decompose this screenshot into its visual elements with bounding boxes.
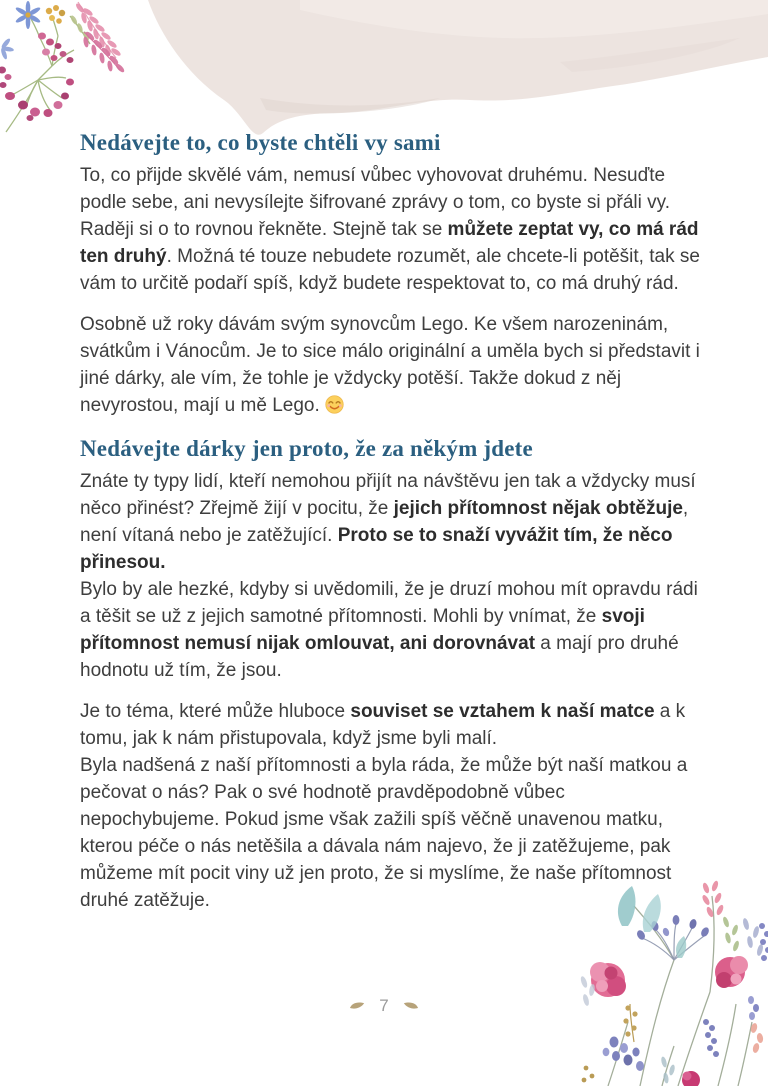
bold-text: jejich přítomnost nějak obtěžuje xyxy=(393,498,683,519)
section-heading: Nedávejte dárky jen proto, že za někým jdete xyxy=(80,436,533,461)
paragraph: To, co přijde skvělé vám, nemusí vůbec vyhovovat druhému. Nesuďte podle sebe, ani nevysílejte šifrované zprávy o tom, co byste si přáli vy. Raději si o to rovnou řekněte. Stejně tak se můžete zeptat vy, co má rád ten druhý. Možná té touze nebudete rozumět, ale chcete-li potěšit, tak se vám to určitě podaří spíš, když budete respektovat to, co má druhý rád. xyxy=(80,165,700,294)
paragraph: Osobně už roky dávám svým synovcům Lego. Ke všem narozeninám, svátkům i Vánocům. Je to sice málo originální a uměla bych si představit i jiné dárky, ale vím, že tohle je vždycky potěší. Takže dokud z něj nevyrostou, mají u mě Lego. xyxy=(80,311,705,419)
page-number: 7 xyxy=(379,996,389,1015)
article xyxy=(80,129,705,928)
page-footer xyxy=(0,996,768,1016)
smiling-face-emoji-icon xyxy=(325,392,344,419)
bold-text: souviset se vztahem k naší matce xyxy=(350,701,655,722)
leaf-ornament-icon xyxy=(349,1001,366,1011)
bold-text: Proto se to snaží vyvážit tím, že něco přinesou. xyxy=(80,525,673,573)
bold-text: můžete zeptat vy, co má rád ten druhý xyxy=(80,219,699,267)
paragraph: Je to téma, které může hluboce souviset se vztahem k naší matce a k tomu, jak k nám přistupovala, když jsme byli malí. Byla nadšená z naší přítomnosti a byla ráda, že může být naší matkou a pečovat o nás? Pak o své hodnotě pravděpodobně vůbec nepochybujeme. Pokud jsme však zažili spíš věčně unavenou matku, kterou péče o nás netěšila a dávala nám najevo, že ji zatěžujeme, pak můžeme mít pocit viny už jen proto, že si myslíme, že naše přítomnost druhé zatěžuje. xyxy=(80,701,688,911)
leaf-ornament-icon xyxy=(402,1001,419,1011)
wildflower-bouquet-top-left-decoration xyxy=(0,0,140,140)
section-heading: Nedávejte to, co byste chtěli vy sami xyxy=(80,130,441,155)
bold-text: svoji přítomnost nemusí nijak omlouvat, ani dorovnávat xyxy=(80,606,645,654)
paragraph: Znáte ty typy lidí, kteří nemohou přijít na návštěvu jen tak a vždycky musí něco přinést? Zřejmě žijí v pocitu, že jejich přítomnost nějak obtěžuje, není vítaná nebo je zatěžující. Proto se to snaží vyvážit tím, že něco přinesou. Bylo by ale hezké, kdyby si uvědomili, že je druzí mohou mít opravdu rádi a těšit se už z jejich samotné přítomnosti. Mohli by vnímat, že svoji přítomnost nemusí nijak omlouvat, ani dorovnávat a mají pro druhé hodnotu už tím, že jsou. xyxy=(80,471,698,681)
